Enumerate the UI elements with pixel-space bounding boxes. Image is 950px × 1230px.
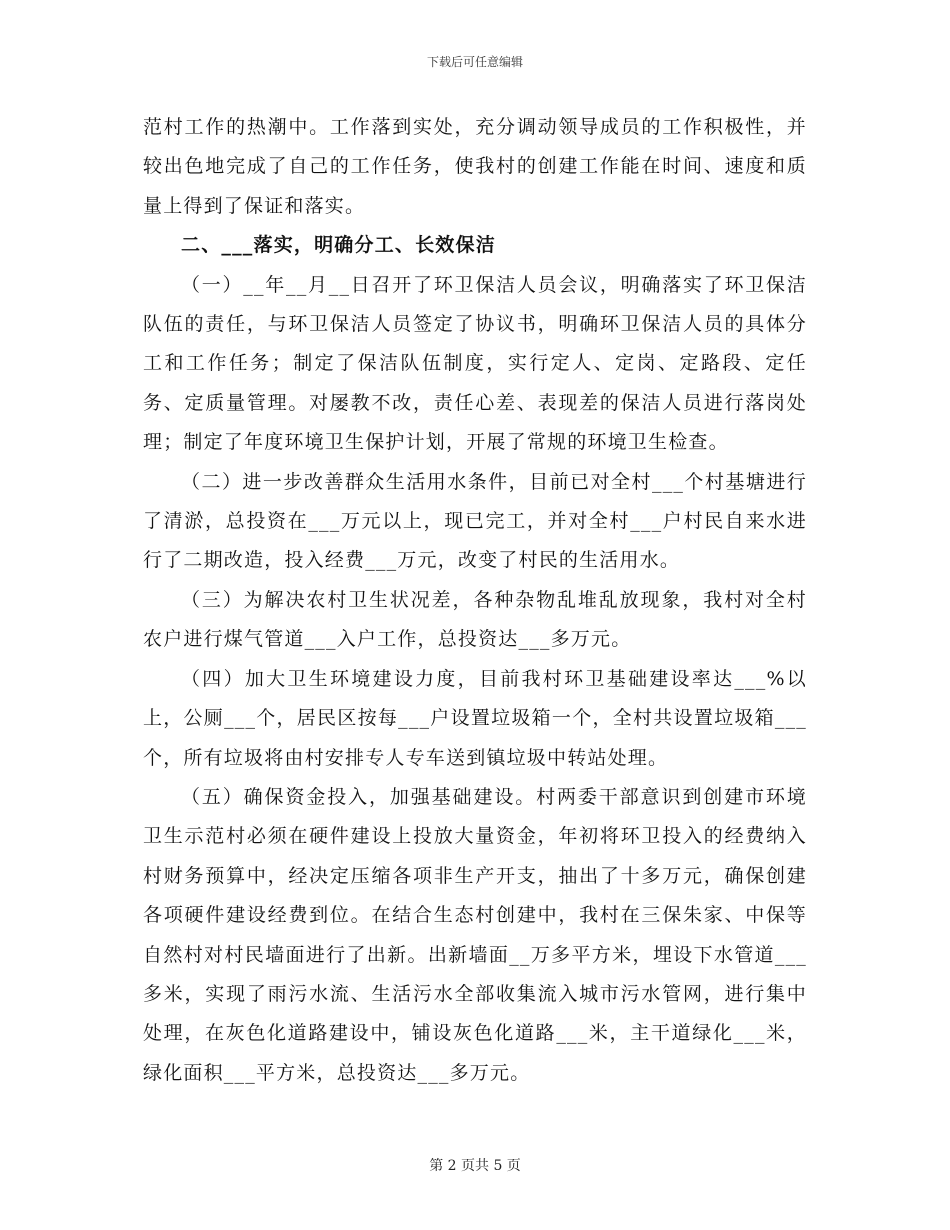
paragraph-item-3: （三）为解决农村卫生状况差，各种杂物乱堆乱放现象，我村对全村农户进行煤气管道___入户工作，总投资达___多万元。 <box>143 588 807 651</box>
paragraph-item-4: （四）加大卫生环境建设力度，目前我村环卫基础建设率达___%以上，公厕___个，居民区按每___户设置垃圾箱一个，全村共设置垃圾箱___个，所有垃圾将由村安排专人专车送到镇垃圾中转站处理。 <box>143 667 807 769</box>
paragraph-item-1: （一）__年__月__日召开了环卫保洁人员会议，明确落实了环卫保洁队伍的责任，与环卫保洁人员签定了协议书，明确环卫保洁人员的具体分工和工作任务；制定了保洁队伍制度，实行定人、定岗、定路段、定任务、定质量管理。对屡教不改，责任心差、表现差的保洁人员进行落岗处理；制定了年度环境卫生保护计划，开展了常规的环境卫生检查。 <box>143 273 807 454</box>
section-heading: 二、___落实，明确分工、长效保洁 <box>181 234 496 257</box>
paragraph-item-5: （五）确保资金投入，加强基础建设。村两委干部意识到创建市环境卫生示范村必须在硬件建设上投放大量资金，年初将环卫投入的经费纳入村财务预算中，经决定压缩各项非生产开支，抽出了十多万元，确保创建各项硬件建设经费到位。在结合生态村创建中，我村在三保朱家、中保等自然村对村民墙面进行了出新。出新墙面__万多平方米，埋设下水管道___多米，实现了雨污水流、生活污水全部收集流入城市污水管网，进行集中处理，在灰色化道路建设中，铺设灰色化道路___米，主干道绿化___米，绿化面积___平方米，总投资达___多万元。 <box>143 785 807 1084</box>
paragraph-continuation: 范村工作的热潮中。工作落到实处，充分调动领导成员的工作积极性，并较出色地完成了自己的工作任务，使我村的创建工作能在时间、速度和质量上得到了保证和落实。 <box>143 116 807 217</box>
paragraph-item-2: （二）进一步改善群众生活用水条件，目前已对全村___个村基塘进行了清淤，总投资在___万元以上，现已完工，并对全村___户村民自来水进行了二期改造，投入经费___万元，改变了村民的生活用水。 <box>143 470 807 572</box>
page-footer: 第 2 页共 5 页 <box>429 1158 521 1174</box>
page-header: 下载后可任意编辑 <box>426 55 523 69</box>
document-body <box>143 108 807 1093</box>
